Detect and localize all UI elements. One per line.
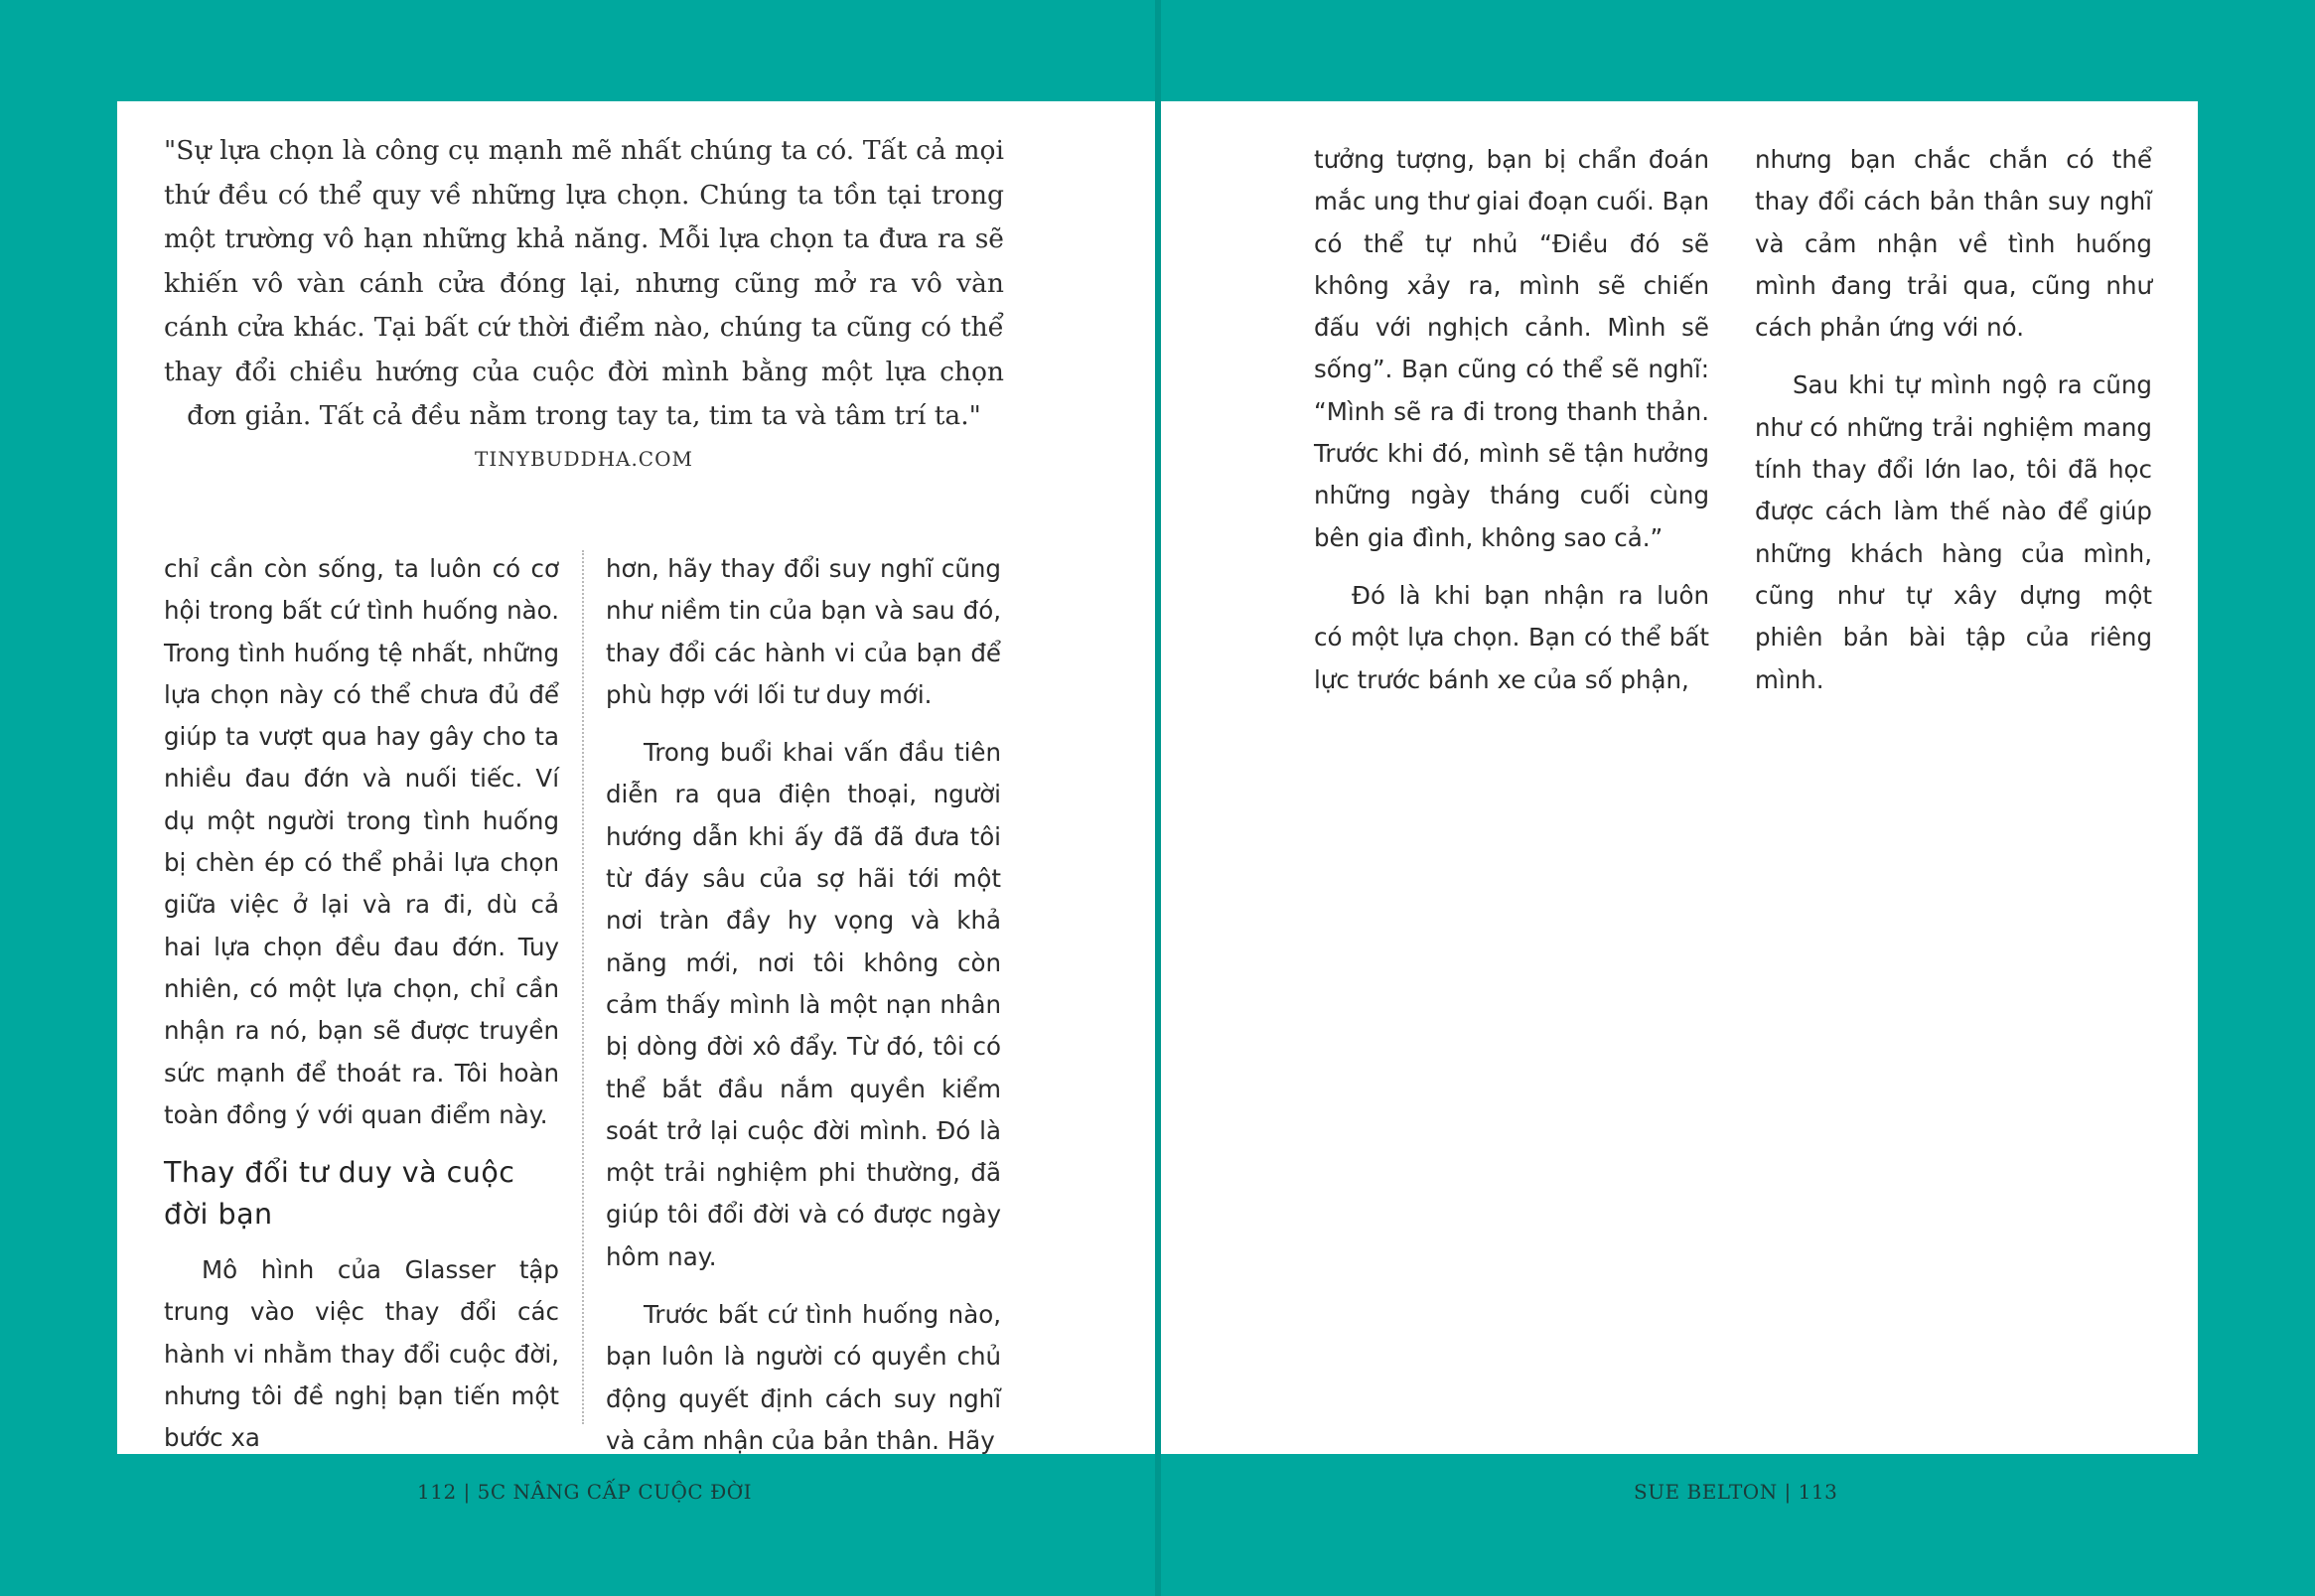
column-divider xyxy=(582,550,584,1424)
right-page-footer: SUE BELTON | 113 xyxy=(1634,1480,1838,1504)
left-page-column-1 xyxy=(164,548,559,1460)
section-heading: Thay đổi tư duy và cuộc đời bạn xyxy=(164,1156,515,1232)
paragraph: tưởng tượng, bạn bị chẩn đoán mắc ung thư giai đoạn cuối. Bạn có thể tự nhủ “Điều đó sẽ không xảy ra, mình sẽ chiến đấu với nghịch cảnh. Mình sẽ sống”. Bạn cũng có thể sẽ nghĩ: “Mình sẽ ra đi trong thanh thản. Trước khi đó, mình sẽ tận hưởng những ngày tháng cuối cùng bên gia đình, không sao cả.” xyxy=(1314,145,1709,552)
paragraph: Trong buổi khai vấn đầu tiên diễn ra qua điện thoại, người hướng dẫn khi ấy đã đã đưa tôi từ đáy sâu của sợ hãi tới một nơi tràn đầy hy vọng và khả năng mới, nơi tôi không còn cảm thấy mình là một nạn nhân bị dòng đời xô đẩy. Từ đó, tôi có thể bắt đầu nắm quyền kiểm soát trở lại cuộc đời mình. Đó là một trải nghiệm phi thường, đã giúp tôi đổi đời và có được ngày hôm nay. xyxy=(606,738,1001,1271)
epigraph-quote: "Sự lựa chọn là công cụ mạnh mẽ nhất chúng ta có. Tất cả mọi thứ đều có thể quy về những lựa chọn. Chúng ta tồn tại trong một trường vô hạn những khả năng. Mỗi lựa chọn ta đưa ra sẽ khiến vô vàn cánh cửa đóng lại, nhưng cũng mở ra vô vàn cánh cửa khác. Tại bất cứ thời điểm nào, chúng ta cũng có thể thay đổi chiều hướng của cuộc đời mình bằng một lựa chọn đơn giản. Tất cả đều nằm trong tay ta, tim ta và tâm trí ta." xyxy=(164,135,1004,431)
paragraph: Trước bất cứ tình huống nào, bạn luôn là người có quyền chủ động quyết định cách suy nghĩ và cảm nhận của bản thân. Hãy xyxy=(606,1300,1001,1455)
paragraph: chỉ cần còn sống, ta luôn có cơ hội trong bất cứ tình huống nào. Trong tình huống tệ nhất, những lựa chọn này có thể chưa đủ để giúp ta vượt qua hay gây cho ta nhiều đau đớn và nuối tiếc. Ví dụ một người trong tình huống bị chèn ép có thể phải lựa chọn giữa việc ở lại và ra đi, dù cả hai lựa chọn đều đau đớn. Tuy nhiên, có một lựa chọn, chỉ cần nhận ra nó, bạn sẽ được truyền sức mạnh để thoát ra. Tôi hoàn toàn đồng ý với quan điểm này. xyxy=(164,554,559,1129)
paragraph: hơn, hãy thay đổi suy nghĩ cũng như niềm tin của bạn và sau đó, thay đổi các hành vi của bạn để phù hợp với lối tư duy mới. xyxy=(606,554,1001,709)
left-page-footer: 112 | 5C NÂNG CẤP CUỘC ĐỜI xyxy=(417,1480,753,1504)
left-page-column-2 xyxy=(606,548,1001,1462)
paragraph: nhưng bạn chắc chắn có thể thay đổi cách bản thân suy nghĩ và cảm nhận về tình huống mình đang trải qua, cũng như cách phản ứng với nó. xyxy=(1755,145,2152,343)
paragraph: Sau khi tự mình ngộ ra cũng như có những trải nghiệm mang tính thay đổi lớn lao, tôi đã học được cách làm thế nào để giúp những khách hàng của mình, cũng như tự xây dựng một phiên bản bài tập của riêng mình. xyxy=(1755,370,2152,694)
right-page-column-1 xyxy=(1314,139,1709,701)
paragraph: Mô hình của Glasser tập trung vào việc thay đổi các hành vi nhằm thay đổi cuộc đời, nhưng tôi đề nghị bạn tiến một bước xa xyxy=(164,1255,559,1453)
paragraph: Đó là khi bạn nhận ra luôn có một lựa chọn. Bạn có thể bất lực trước bánh xe của số phận, xyxy=(1314,580,1709,694)
right-page xyxy=(1161,101,2198,1454)
right-page-column-2 xyxy=(1755,139,2152,701)
left-page xyxy=(117,101,1155,1454)
epigraph-source: TINYBUDDHA.COM xyxy=(475,447,693,471)
